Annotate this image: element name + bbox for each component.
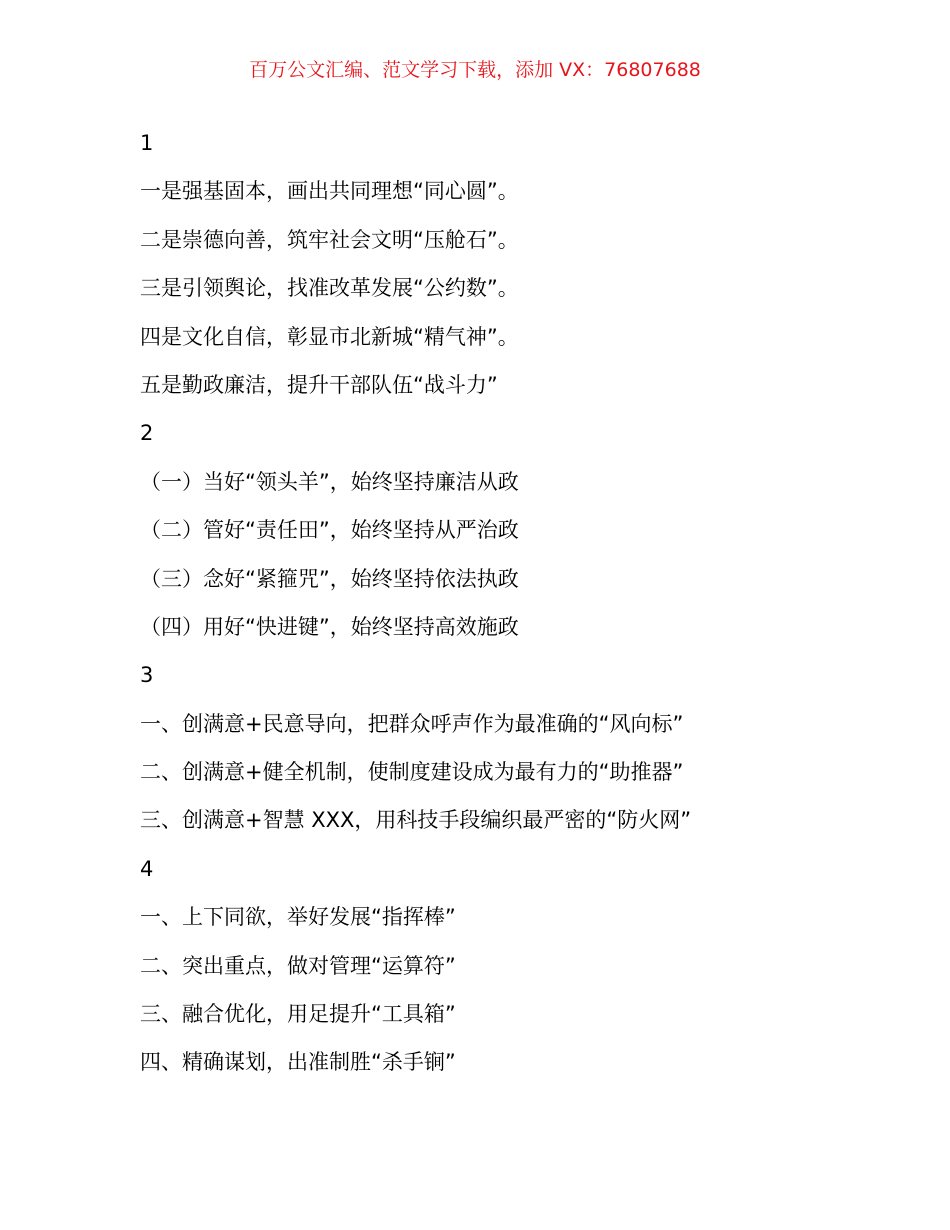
section-number-1: 1 <box>140 131 154 155</box>
list-item: 一是强基固本，画出共同理想“同心圆”。 <box>140 179 519 204</box>
list-item: 五是勤政廉洁，提升干部队伍“战斗力” <box>140 372 498 397</box>
list-item: （一）当好“领头羊”，始终坚持廉洁从政 <box>140 469 519 494</box>
list-item: 四、精确谋划，出准制胜“杀手锏” <box>140 1050 456 1075</box>
list-item: 三是引领舆论，找准改革发展“公约数”。 <box>140 276 519 301</box>
list-item: 一、上下同欲，举好发展“指挥棒” <box>140 905 456 930</box>
page-header-watermark: 百万公文汇编、范文学习下载，添加 VX：76807688 <box>249 59 701 81</box>
list-item: 一、创满意+民意导向，把群众呼声作为最准确的“风向标” <box>140 711 684 736</box>
list-item: （二）管好“责任田”，始终坚持从严治政 <box>140 518 519 543</box>
list-item: 三、创满意+智慧 XXX，用科技手段编织最严密的“防火网” <box>140 808 692 833</box>
list-item: （四）用好“快进键”，始终坚持高效施政 <box>140 614 519 639</box>
section-number-3: 3 <box>140 663 154 688</box>
list-item: 二、创满意+健全机制，使制度建设成为最有力的“助推器” <box>140 760 684 785</box>
list-item: 四是文化自信，彰显市北新城“精气神”。 <box>140 324 519 349</box>
list-item: （三）念好“紧箍咒”，始终坚持依法执政 <box>140 566 519 591</box>
document-body <box>140 130 920 1098</box>
section-number-2: 2 <box>140 421 154 446</box>
list-item: 二是崇德向善，筑牢社会文明“压舱石”。 <box>140 227 519 252</box>
list-item: 三、融合优化，用足提升“工具箱” <box>140 1002 456 1027</box>
section-number-4: 4 <box>140 856 154 881</box>
list-item: 二、突出重点，做对管理“运算符” <box>140 953 456 978</box>
